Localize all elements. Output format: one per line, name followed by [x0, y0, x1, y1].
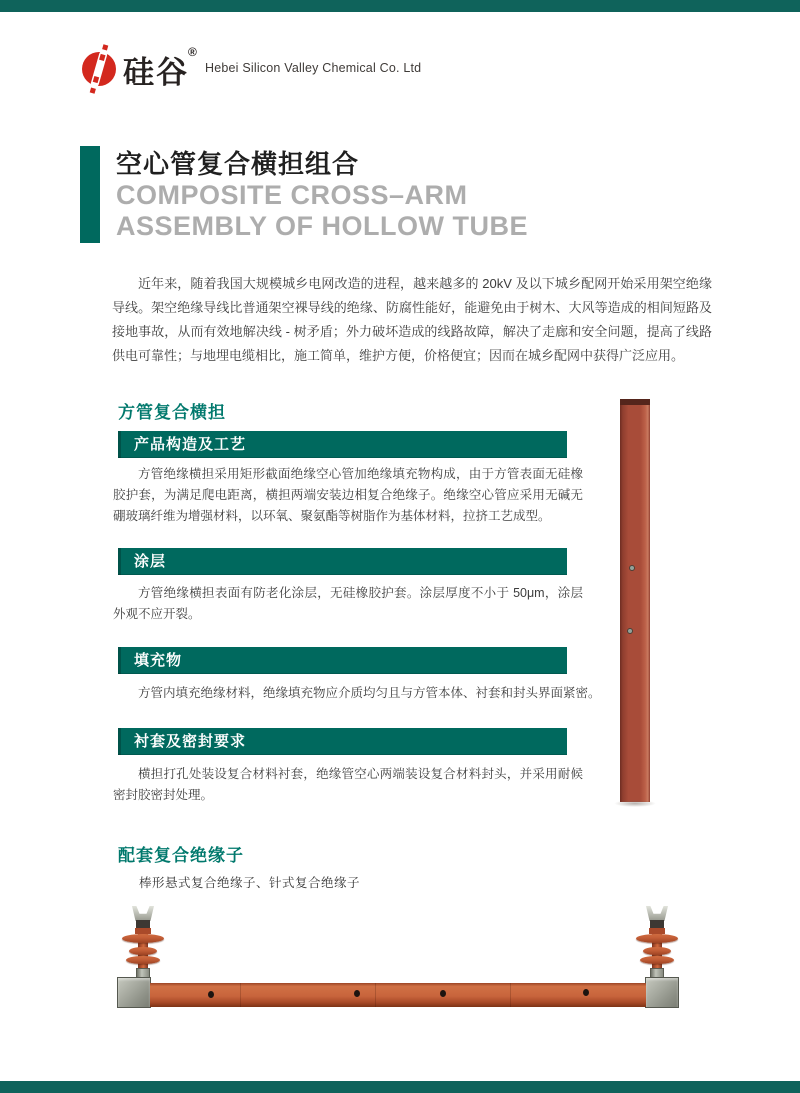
title-accent-block: [80, 146, 100, 243]
arm-end-cap-left: [117, 977, 151, 1008]
brand-name: 硅谷: [123, 55, 189, 90]
insulator-shed: [640, 956, 674, 964]
composite-insulator-left: [121, 906, 165, 984]
paragraph-bushing-sealing: 横担打孔处装设复合材料衬套，绝缘管空心两端装设复合材料封头，并采用耐候密封胶密封处理。: [113, 767, 583, 802]
cross-arm-tube: [150, 983, 646, 1007]
tube-rivet-lower: [627, 628, 633, 634]
page-title-en-line1: COMPOSITE CROSS–ARM: [116, 180, 468, 210]
logo-icon: [78, 44, 120, 94]
tube-seam: [240, 983, 241, 1007]
insulator-shed: [129, 947, 157, 955]
tube-top-cap: [620, 399, 650, 405]
section-heading-square-tube: 方管复合横担: [118, 403, 226, 422]
insulator-shed: [643, 947, 671, 955]
composite-insulator-right: [635, 906, 679, 984]
paragraph-coating: 方管绝缘横担表面有防老化涂层，无硅橡胶护套。涂层厚度不小于 50μm，涂层外观不应开裂。: [113, 586, 583, 621]
insulator-clevis: [646, 906, 668, 921]
paragraph-structure-process: 方管绝缘横担采用矩形截面绝缘空心管加绝缘填充物构成，由于方管表面无硅橡胶护套，为满足爬电距离，横担两端安装边相复合绝缘子。绝缘空心管应采用无碱无硼玻璃纤维为增强材料，以环氧、聚氨酯等树脂作为基体材料，拉挤工艺成型。: [113, 467, 583, 523]
paragraph-filler: 方管内填充绝缘材料，绝缘填充物应介质均匀且与方管本体、衬套和封头界面紧密。: [138, 686, 601, 700]
mounting-hole: [583, 989, 589, 996]
intro-paragraph: 近年来，随着我国大规模城乡电网改造的进程，越来越多的 20kV 及以下城乡配网开始采用架空绝缘导线。架空绝缘导线比普通架空裸导线的绝缘、防腐性能好，能避免由于树木、大风等造成的相间短路及接地事故，从而有效地解决线 - 树矛盾；外力破坏造成的线路故障，解决了走廊和安全问题，提高了线路供电可靠性；与地埋电缆相比，施工简单，维护方便，价格便宜；因而在城乡配网中获得广泛应用。: [112, 276, 712, 363]
banner-bushing-sealing: 衬套及密封要求: [118, 728, 567, 755]
banner-coating: 涂层: [118, 548, 567, 575]
insulator-clevis: [132, 906, 154, 921]
page-title-en: [116, 180, 528, 242]
tube-seam: [510, 983, 511, 1007]
insulator-shed: [636, 934, 678, 943]
page-title: 空心管复合横担组合: [116, 149, 360, 179]
company-name: Hebei Silicon Valley Chemical Co. Ltd: [205, 61, 422, 75]
tube-seam: [375, 983, 376, 1007]
section-heading-insulators: 配套复合绝缘子: [118, 846, 244, 865]
tube-shadow: [614, 800, 656, 807]
page-title-en-line2: ASSEMBLY OF HOLLOW TUBE: [116, 211, 529, 241]
insulator-types-text: 棒形悬式复合绝缘子、针式复合绝缘子: [139, 876, 361, 890]
banner-filler: 填充物: [118, 647, 567, 674]
arm-end-cap-right: [645, 977, 679, 1008]
mounting-hole: [354, 990, 360, 997]
registered-trademark: ®: [188, 45, 197, 59]
mounting-hole: [208, 991, 214, 998]
tube-rivet-upper: [629, 565, 635, 571]
insulator-shed: [126, 956, 160, 964]
banner-structure-process: 产品构造及工艺: [118, 431, 567, 458]
hollow-tube-image: [620, 399, 650, 802]
insulator-shed: [122, 934, 164, 943]
bottom-brand-bar: [0, 1081, 800, 1093]
mounting-hole: [440, 990, 446, 997]
top-brand-bar: [0, 0, 800, 12]
